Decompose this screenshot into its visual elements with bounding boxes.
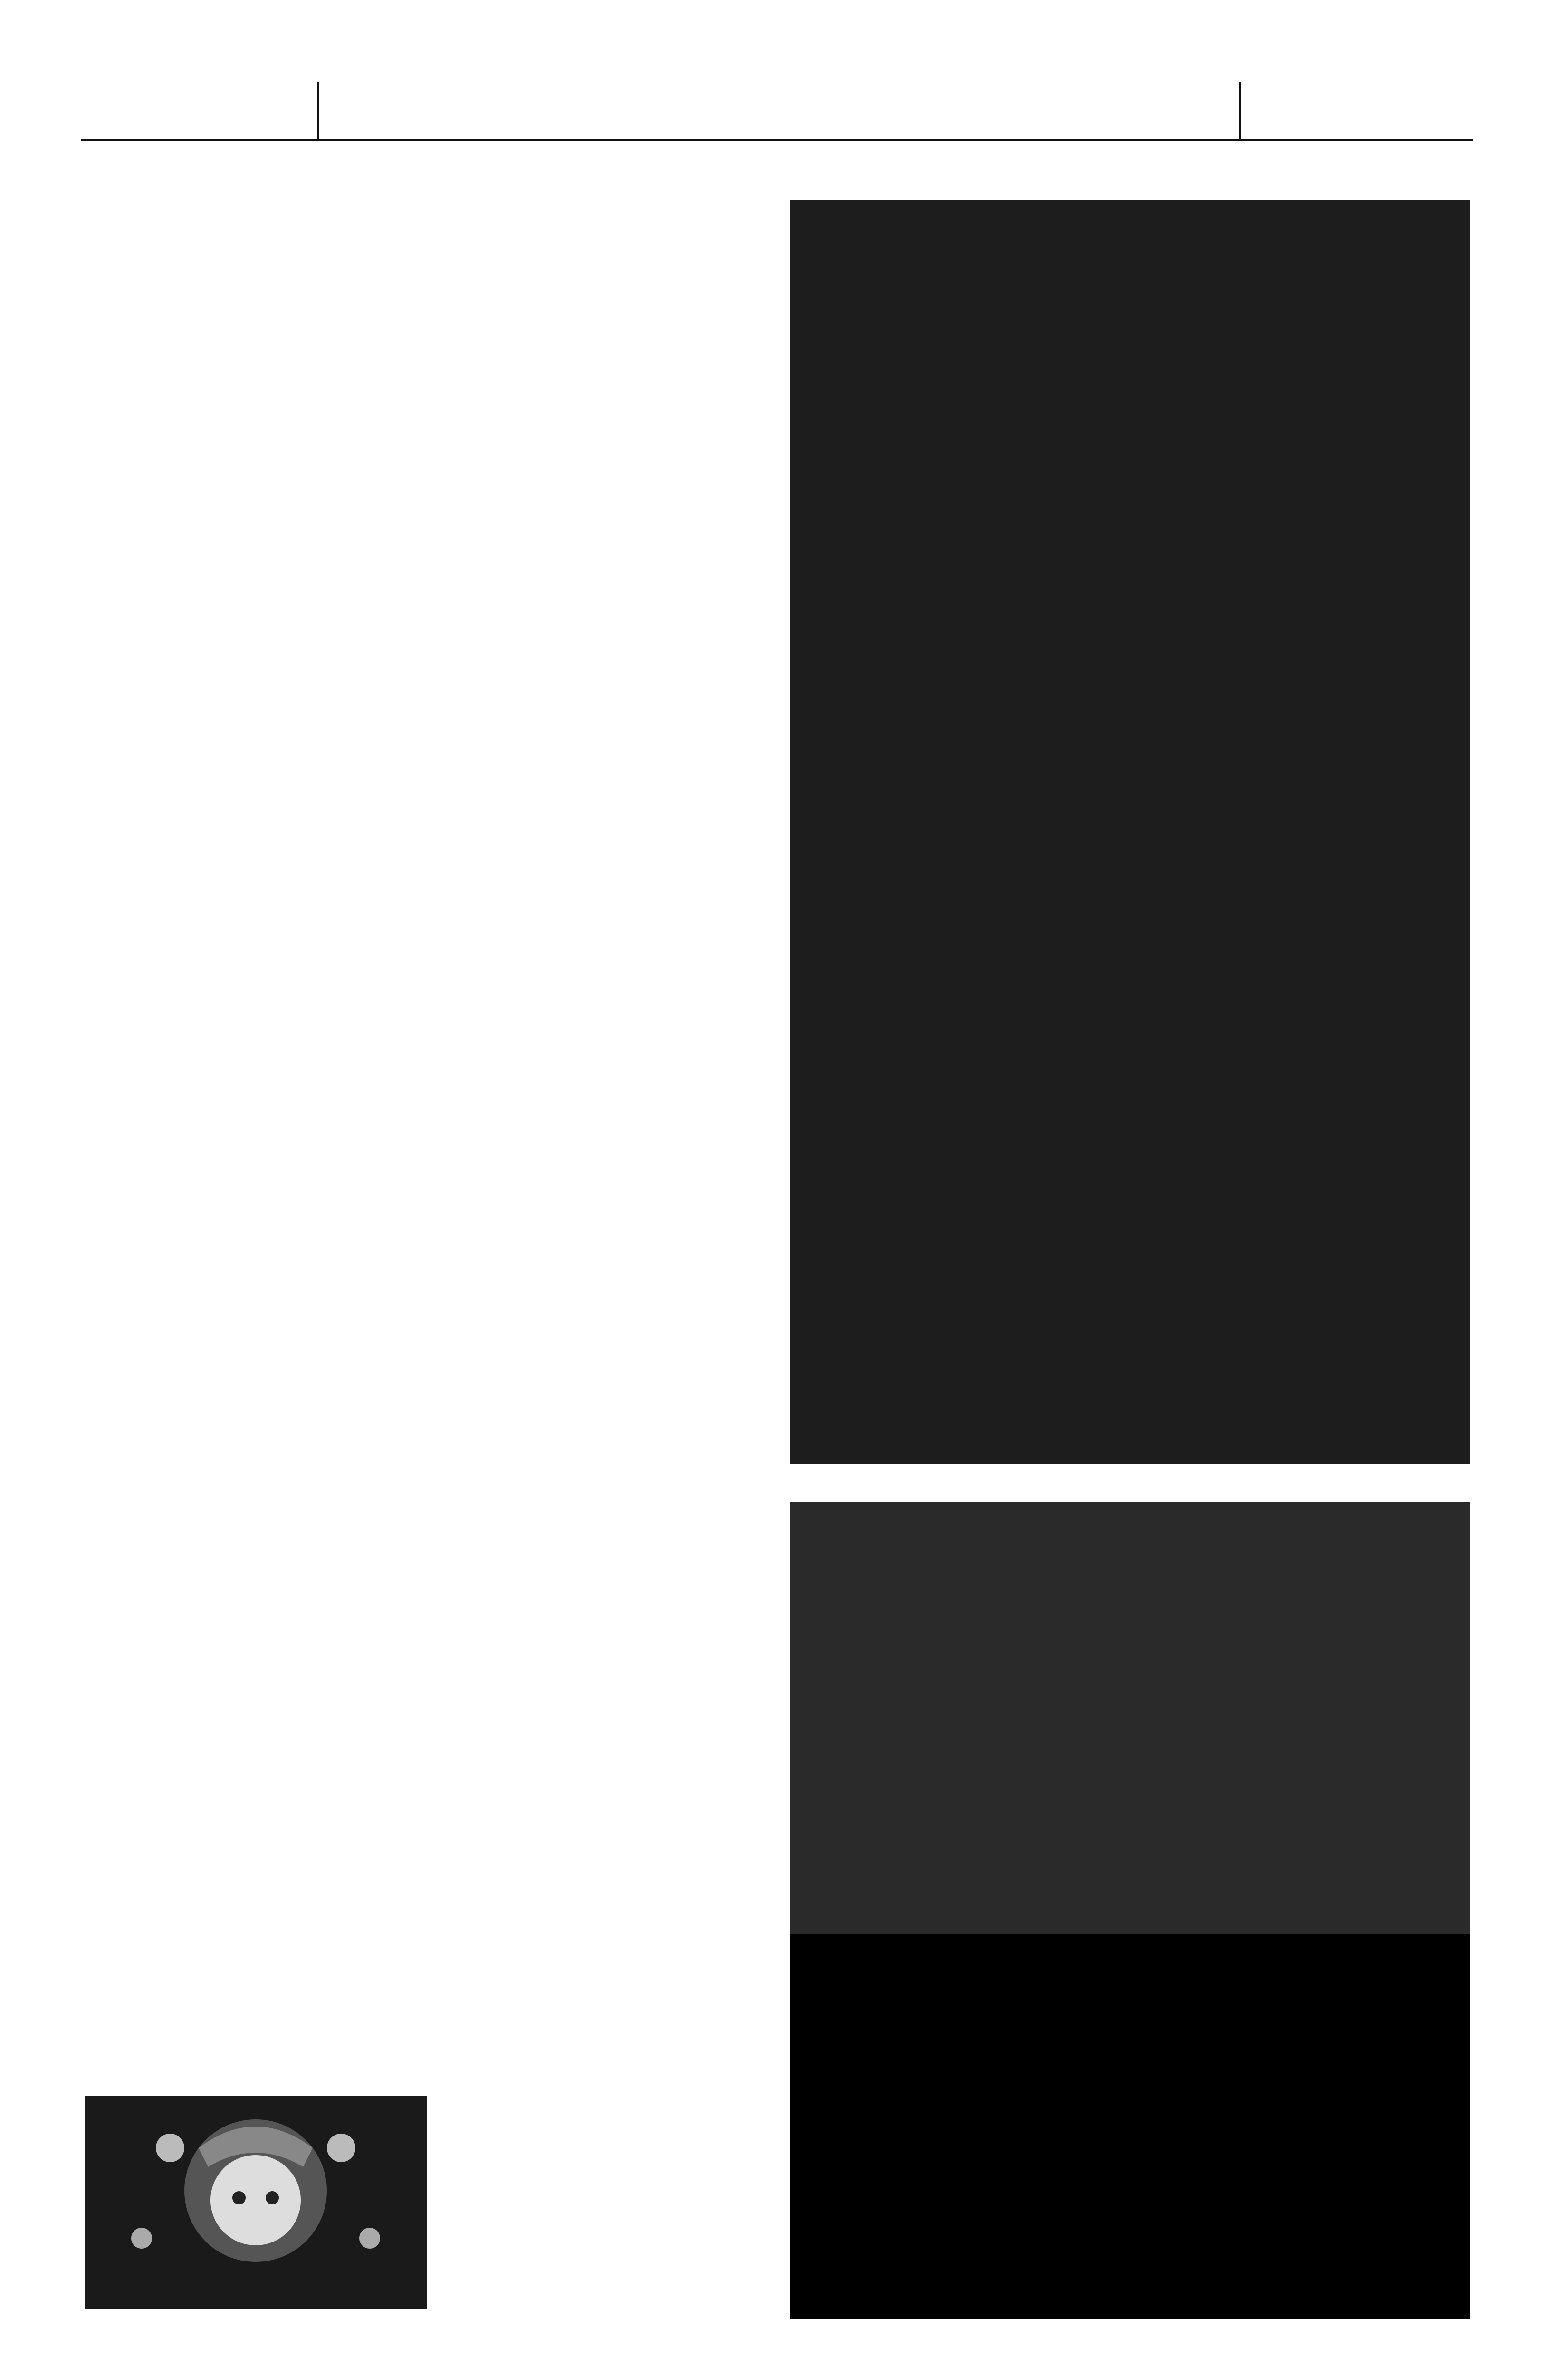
leaderboard	[790, 200, 1470, 1464]
article-column-1	[85, 829, 412, 856]
standings-chart-svg	[790, 1502, 1470, 1934]
gap-widens-box	[790, 1934, 1470, 2319]
article-column-2	[438, 829, 766, 853]
masthead-divider-left	[317, 82, 319, 139]
masthead-divider-right	[1239, 82, 1241, 139]
masthead-rule	[81, 139, 1473, 141]
mascot-illustration	[85, 2096, 427, 2309]
mascot-image	[85, 2096, 427, 2309]
standings-chart	[790, 1502, 1470, 1934]
